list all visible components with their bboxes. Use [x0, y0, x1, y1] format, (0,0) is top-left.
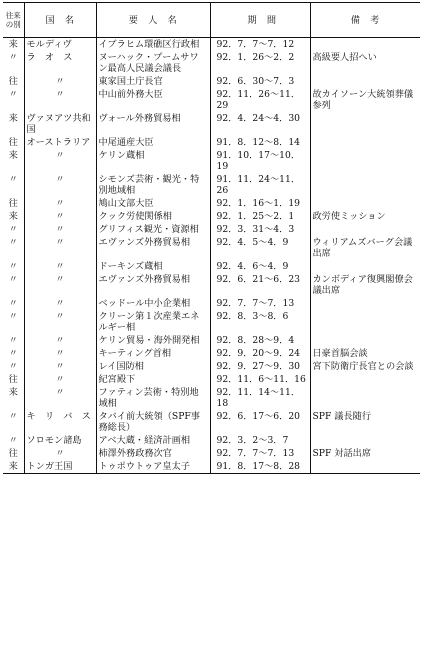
period-cell: 92．7．7～7．12 [210, 38, 310, 52]
country-cell: 〃 [24, 223, 96, 236]
direction-cell: 〃 [3, 297, 24, 310]
country-cell: 〃 [24, 273, 96, 297]
remarks-cell [310, 386, 420, 410]
remarks-cell: 日豪首脳会談 [312, 348, 368, 359]
table-row [3, 310, 420, 334]
table-body [3, 38, 420, 474]
period-cell: 92．7．7～7．13 [210, 297, 310, 310]
header-person: 要 人 名 [96, 3, 210, 38]
remarks-cell: 高級要人招へい [312, 52, 377, 63]
person-cell: イブラヒム環礁区行政相 [96, 38, 210, 52]
period-cell: 92．3．31～4．3 [210, 223, 310, 236]
remarks-cell [310, 373, 420, 386]
period-cell: 91．8．17～8．28 [210, 460, 310, 474]
person-cell: 柿澤外務政務次官 [96, 447, 210, 460]
table-row [3, 136, 420, 149]
table-row [3, 38, 420, 52]
table-row [3, 75, 420, 88]
direction-cell: 往 [3, 136, 24, 149]
remarks-cell [310, 310, 420, 334]
remarks-cell: SPF 対話出席 [312, 448, 372, 459]
direction-cell: 来 [3, 112, 24, 136]
person-cell: ケリン蔵相 [96, 149, 210, 173]
period-cell: 92．1．26～2．2 [210, 51, 310, 75]
direction-cell: 往 [3, 373, 24, 386]
visits-table [3, 2, 420, 474]
direction-cell: 来 [3, 38, 24, 52]
period-cell: 92．8．3～8．6 [210, 310, 310, 334]
person-cell: シモンズ芸術・観光・特別地域相 [96, 173, 210, 197]
country-cell: 〃 [24, 149, 96, 173]
remarks-cell: SPF 議長随行 [312, 411, 372, 422]
period-cell: 92．9．27～9．30 [210, 360, 310, 373]
remarks-cell [310, 297, 420, 310]
remarks-cell [310, 197, 420, 210]
person-cell: ケリン貿易・海外開発相 [96, 334, 210, 347]
country-cell: 〃 [24, 260, 96, 273]
table-row [3, 197, 420, 210]
period-cell: 92．1．25～2．1 [210, 210, 310, 223]
direction-cell: 来 [3, 460, 24, 474]
person-cell: エヴァンズ外務貿易相 [96, 273, 210, 297]
person-cell: クック労使関係相 [96, 210, 210, 223]
country-cell: 〃 [24, 297, 96, 310]
direction-cell: 〃 [3, 310, 24, 334]
table-row [3, 236, 420, 260]
table-row [3, 260, 420, 273]
table-row [3, 447, 420, 460]
country-cell: 〃 [24, 310, 96, 334]
table-row [3, 347, 420, 360]
person-cell: 鳩山文部大臣 [96, 197, 210, 210]
person-cell: 中尾通産大臣 [96, 136, 210, 149]
table-row [3, 386, 420, 410]
table-row [3, 223, 420, 236]
direction-cell: 〃 [3, 260, 24, 273]
direction-cell: 〃 [3, 51, 24, 75]
country-cell: ソロモン諸島 [24, 434, 96, 447]
remarks-cell [310, 136, 420, 149]
person-cell: グリフィス観光・資源相 [96, 223, 210, 236]
period-cell: 91．8．12～8．14 [210, 136, 310, 149]
period-cell: 92．4．5～4．9 [210, 236, 310, 260]
table-row [3, 334, 420, 347]
person-cell: ファティン芸術・特別地域相 [96, 386, 210, 410]
country-cell: 〃 [24, 347, 96, 360]
country-cell: ヴァヌアツ共和国 [24, 112, 96, 136]
country-cell: 〃 [24, 75, 96, 88]
person-cell: アベ大蔵・経済計画相 [96, 434, 210, 447]
header-direction: 往来の別 [3, 3, 24, 38]
direction-cell: 〃 [3, 236, 24, 260]
country-cell: 〃 [24, 210, 96, 223]
period-cell: 92．6．17～6．20 [210, 410, 310, 434]
country-cell: 〃 [24, 173, 96, 197]
country-cell: 〃 [24, 236, 96, 260]
country-cell: 〃 [24, 334, 96, 347]
country-cell: 〃 [24, 360, 96, 373]
remarks-cell [310, 75, 420, 88]
direction-cell: 往 [3, 75, 24, 88]
country-cell: キ リ バ ス [24, 410, 96, 434]
period-cell: 92．6．21～6．23 [210, 273, 310, 297]
person-cell: ヴォール外務貿易相 [96, 112, 210, 136]
table-row [3, 210, 420, 223]
direction-cell: 〃 [3, 273, 24, 297]
person-cell: トゥポウトゥア皇太子 [96, 460, 210, 474]
period-cell: 91．10．17～10．19 [210, 149, 310, 173]
remarks-cell: 故カイソーン大統領葬儀参列 [312, 89, 414, 111]
period-cell: 91．11．24～11．26 [210, 173, 310, 197]
direction-cell: 〃 [3, 410, 24, 434]
country-cell: 〃 [24, 197, 96, 210]
remarks-cell [310, 460, 420, 474]
person-cell: 紀宮殿下 [96, 373, 210, 386]
country-cell: 〃 [24, 88, 96, 112]
period-cell: 92．11．14～11．18 [210, 386, 310, 410]
person-cell: クリーン第１次産業エネルギー相 [96, 310, 210, 334]
table-row [3, 88, 420, 112]
remarks-cell [310, 38, 420, 52]
direction-cell: 〃 [3, 347, 24, 360]
country-cell: 〃 [24, 386, 96, 410]
table-row [3, 273, 420, 297]
country-cell: モルディヴ [24, 38, 96, 52]
person-cell: ベッドール中小企業相 [96, 297, 210, 310]
country-cell: 〃 [24, 373, 96, 386]
period-cell: 92．4．6～4．9 [210, 260, 310, 273]
table-row [3, 149, 420, 173]
direction-cell: 往 [3, 447, 24, 460]
period-cell: 92．4．24～4．30 [210, 112, 310, 136]
table-row [3, 360, 420, 373]
direction-cell: 来 [3, 210, 24, 223]
country-cell: オーストラリア [24, 136, 96, 149]
table-row [3, 434, 420, 447]
remarks-cell [310, 112, 420, 136]
table-row [3, 460, 420, 474]
direction-cell: 往 [3, 197, 24, 210]
table-row [3, 373, 420, 386]
remarks-cell [310, 334, 420, 347]
table-row [3, 112, 420, 136]
direction-cell: 〃 [3, 434, 24, 447]
direction-cell: 〃 [3, 88, 24, 112]
direction-cell: 〃 [3, 360, 24, 373]
person-cell: 中山前外務大臣 [96, 88, 210, 112]
country-cell: トンガ王国 [24, 460, 96, 474]
remarks-cell: 宮下防衛庁長官との会談 [312, 361, 414, 372]
direction-cell: 来 [3, 386, 24, 410]
table-header-row [3, 3, 420, 38]
table-row [3, 173, 420, 197]
remarks-cell: 政労使ミッション [312, 211, 386, 222]
table-row [3, 297, 420, 310]
person-cell: キーティング首相 [96, 347, 210, 360]
remarks-cell [310, 173, 420, 197]
person-cell: 東家国土庁長官 [96, 75, 210, 88]
direction-cell: 〃 [3, 334, 24, 347]
header-period: 期 間 [210, 3, 310, 38]
period-cell: 92．9．20～9．24 [210, 347, 310, 360]
period-cell: 92．3．2～3．7 [210, 434, 310, 447]
period-cell: 92．7．7～7．13 [210, 447, 310, 460]
period-cell: 92．11．6～11．16 [210, 373, 310, 386]
person-cell: エヴァンズ外務貿易相 [96, 236, 210, 260]
remarks-cell [310, 434, 420, 447]
person-cell: ヌーハック・プームサワン最高人民議会議長 [96, 51, 210, 75]
table-row [3, 410, 420, 434]
direction-cell: 〃 [3, 223, 24, 236]
person-cell: タバイ前大統領（SPF事務総長） [96, 410, 210, 434]
header-remarks: 備 考 [310, 3, 420, 38]
period-cell: 92．8．28～9．4 [210, 334, 310, 347]
table-row [3, 51, 420, 75]
person-cell: ドーキンズ蔵相 [96, 260, 210, 273]
period-cell: 92．1．16～1．19 [210, 197, 310, 210]
remarks-cell [310, 223, 420, 236]
country-cell: 〃 [24, 447, 96, 460]
direction-cell: 来 [3, 149, 24, 173]
period-cell: 92．6．30～7．3 [210, 75, 310, 88]
country-cell: ラ オ ス [24, 51, 96, 75]
remarks-cell [310, 260, 420, 273]
header-country: 国 名 [24, 3, 96, 38]
period-cell: 92．11．26～11．29 [210, 88, 310, 112]
direction-cell: 〃 [3, 173, 24, 197]
remarks-cell: カンボディア復興閣僚会議出席 [312, 274, 413, 296]
remarks-cell: ウィリアムズバーグ会議出席 [312, 237, 413, 259]
person-cell: レイ国防相 [96, 360, 210, 373]
remarks-cell [310, 149, 420, 173]
